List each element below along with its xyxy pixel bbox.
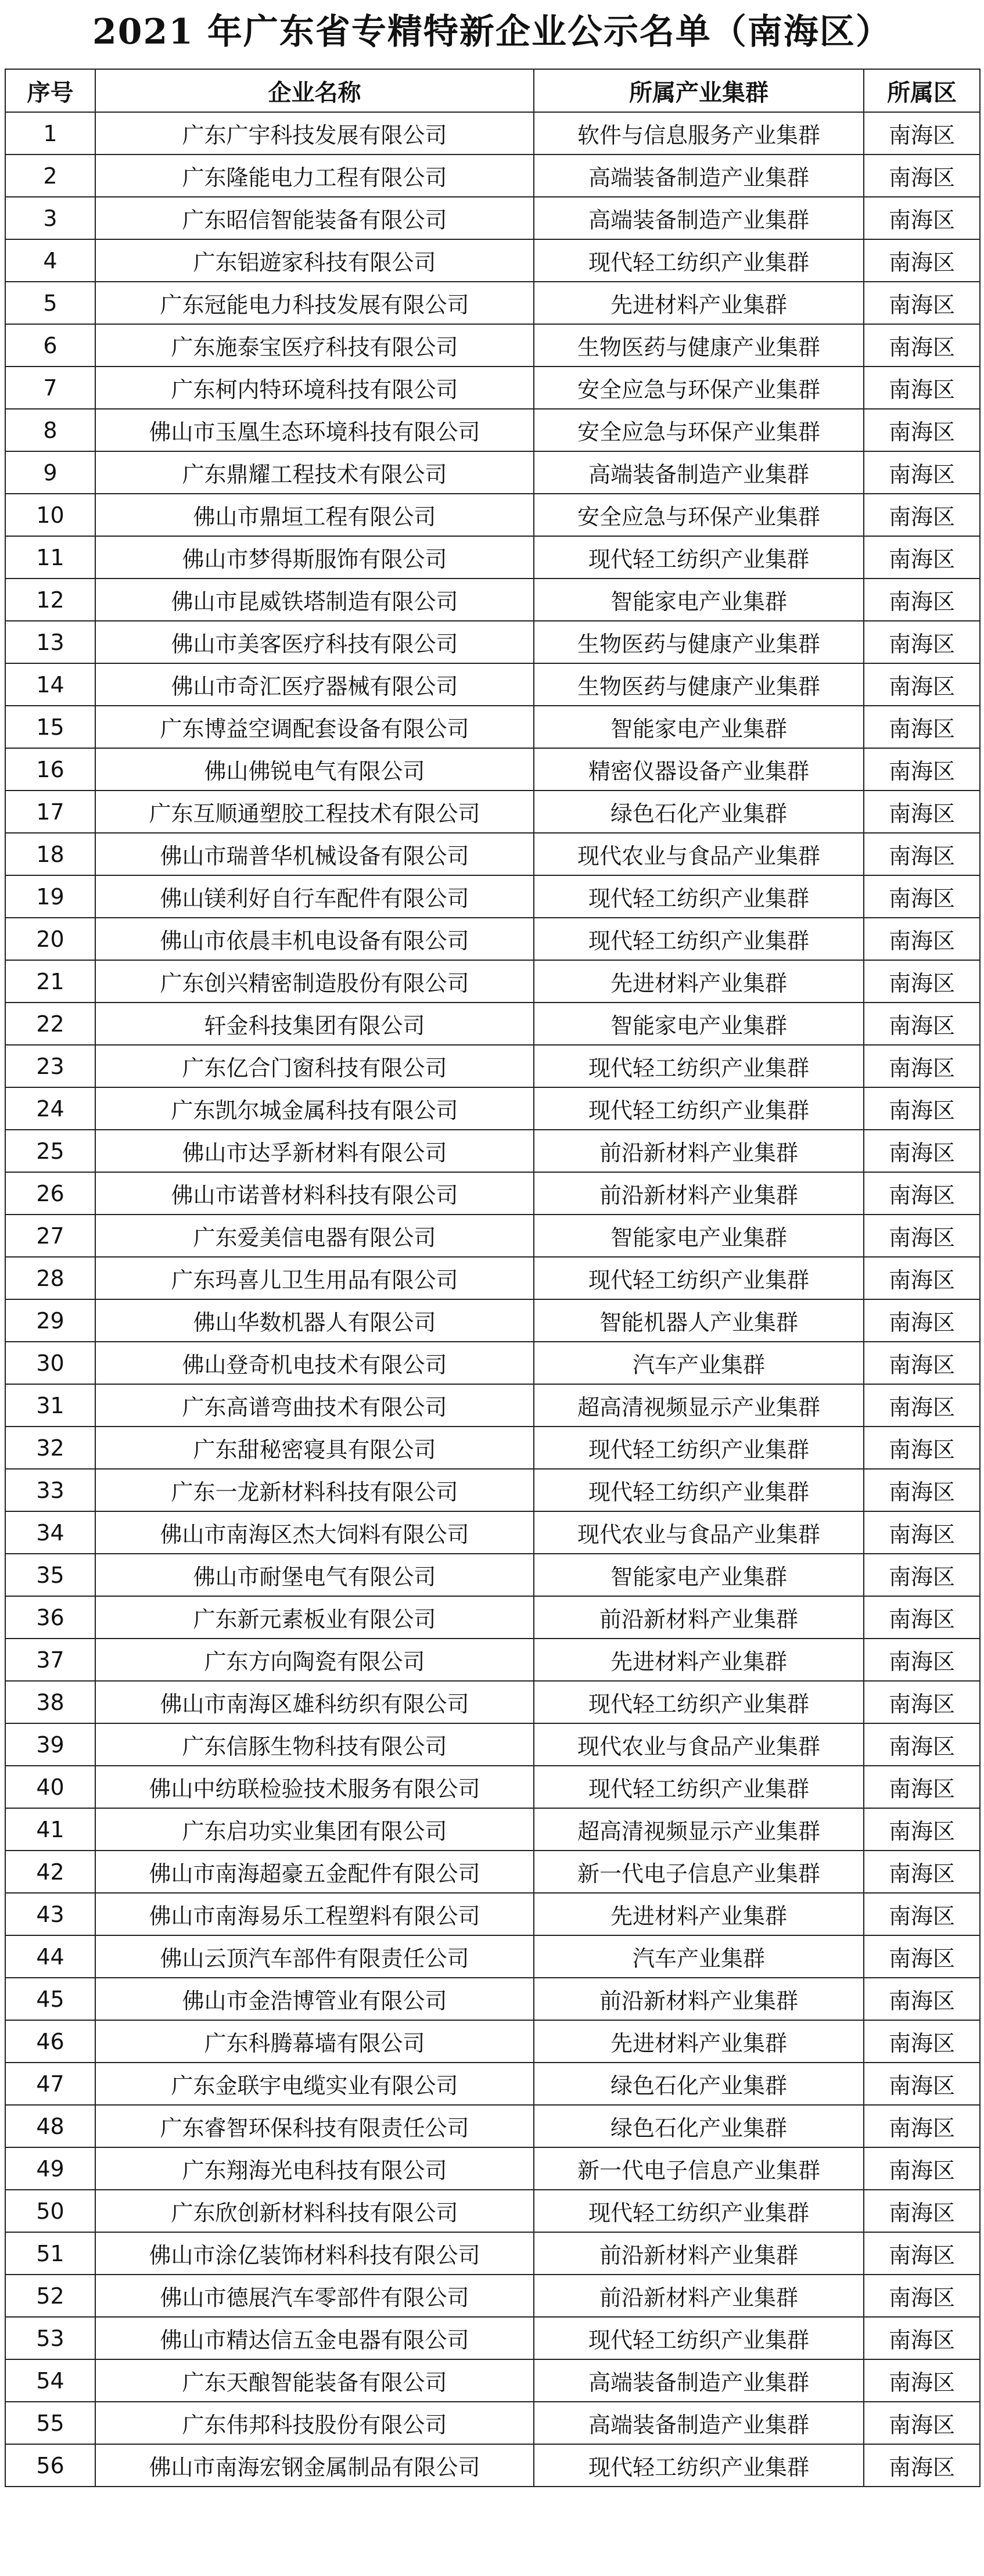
cell-company-name: 广东翔海光电科技有限公司 [95,2147,534,2190]
cell-industry-cluster: 现代轻工纺织产业集群 [534,1045,864,1087]
cell-industry-cluster: 智能家电产业集群 [534,1554,864,1596]
cell-serial-number: 42 [5,1851,95,1893]
cell-company-name: 佛山市美客医疗科技有限公司 [95,621,534,663]
cell-industry-cluster: 生物医药与健康产业集群 [534,621,864,663]
cell-district: 南海区 [864,324,980,367]
table-row [5,748,980,791]
cell-industry-cluster: 现代轻工纺织产业集群 [534,1257,864,1299]
table-header-row [5,69,980,112]
table-row [5,451,980,494]
cell-serial-number: 31 [5,1384,95,1427]
table-row [5,2402,980,2444]
cell-industry-cluster: 新一代电子信息产业集群 [534,1851,864,1893]
table-row [5,1554,980,1596]
document-title: 2021 年广东省专精特新企业公示名单（南海区） [92,12,892,52]
table-row [5,1172,980,1215]
cell-serial-number: 21 [5,960,95,1003]
cell-district: 南海区 [864,2444,980,2487]
cell-district: 南海区 [864,1681,980,1723]
table-row [5,2063,980,2105]
table-row [5,2190,980,2232]
cell-serial-number: 38 [5,1681,95,1723]
table-body [5,112,980,2487]
cell-serial-number: 19 [5,875,95,918]
table-row [5,621,980,663]
table-row [5,1808,980,1851]
cell-industry-cluster: 高端装备制造产业集群 [534,155,864,197]
cell-company-name: 佛山市依晨丰机电设备有限公司 [95,918,534,960]
cell-district: 南海区 [864,1639,980,1681]
cell-serial-number: 34 [5,1511,95,1554]
table-row [5,2317,980,2359]
cell-district: 南海区 [864,791,980,833]
table-row [5,494,980,536]
cell-district: 南海区 [864,663,980,706]
cell-company-name: 广东隆能电力工程有限公司 [95,155,534,197]
cell-industry-cluster: 现代轻工纺织产业集群 [534,875,864,918]
cell-industry-cluster: 先进材料产业集群 [534,960,864,1003]
cell-company-name: 佛山佛锐电气有限公司 [95,748,534,791]
cell-serial-number: 29 [5,1299,95,1342]
cell-serial-number: 14 [5,663,95,706]
cell-company-name: 佛山云顶汽车部件有限责任公司 [95,1935,534,1978]
table-row [5,1045,980,1087]
cell-industry-cluster: 前沿新材料产业集群 [534,1596,864,1639]
cell-industry-cluster: 生物医药与健康产业集群 [534,324,864,367]
cell-serial-number: 6 [5,324,95,367]
cell-serial-number: 5 [5,282,95,324]
table-row [5,282,980,324]
cell-company-name: 佛山市鼎垣工程有限公司 [95,494,534,536]
cell-industry-cluster: 安全应急与环保产业集群 [534,367,864,409]
table-row [5,536,980,579]
cell-serial-number: 18 [5,833,95,875]
cell-company-name: 广东欣创新材料科技有限公司 [95,2190,534,2232]
table-row [5,1723,980,1766]
table-row [5,1469,980,1511]
cell-district: 南海区 [864,579,980,621]
cell-district: 南海区 [864,1299,980,1342]
cell-serial-number: 25 [5,1130,95,1172]
cell-company-name: 佛山市南海易乐工程塑料有限公司 [95,1893,534,1935]
table-row [5,1427,980,1469]
cell-industry-cluster: 高端装备制造产业集群 [534,451,864,494]
table-row [5,663,980,706]
table-row [5,1766,980,1808]
cell-industry-cluster: 精密仪器设备产业集群 [534,748,864,791]
cell-district: 南海区 [864,1172,980,1215]
cell-industry-cluster: 现代轻工纺织产业集群 [534,1427,864,1469]
cell-company-name: 佛山中纺联检验技术服务有限公司 [95,1766,534,1808]
cell-serial-number: 22 [5,1003,95,1045]
table-row [5,833,980,875]
table-row [5,1511,980,1554]
table-row [5,1257,980,1299]
cell-serial-number: 26 [5,1172,95,1215]
cell-company-name: 佛山市瑞普华机械设备有限公司 [95,833,534,875]
cell-serial-number: 32 [5,1427,95,1469]
cell-industry-cluster: 现代轻工纺织产业集群 [534,2444,864,2487]
table-row [5,367,980,409]
table-row [5,197,980,239]
cell-district: 南海区 [864,239,980,282]
cell-industry-cluster: 现代农业与食品产业集群 [534,833,864,875]
cell-industry-cluster: 绿色石化产业集群 [534,2063,864,2105]
cell-district: 南海区 [864,1596,980,1639]
cell-company-name: 广东铝遊家科技有限公司 [95,239,534,282]
cell-company-name: 佛山市南海区雄科纺织有限公司 [95,1681,534,1723]
cell-district: 南海区 [864,367,980,409]
cell-serial-number: 44 [5,1935,95,1978]
cell-company-name: 佛山市德展汽车零部件有限公司 [95,2275,534,2317]
cell-district: 南海区 [864,494,980,536]
cell-district: 南海区 [864,1384,980,1427]
cell-district: 南海区 [864,2402,980,2444]
cell-company-name: 佛山市达孚新材料有限公司 [95,1130,534,1172]
cell-company-name: 轩金科技集团有限公司 [95,1003,534,1045]
cell-company-name: 广东一龙新材料科技有限公司 [95,1469,534,1511]
cell-industry-cluster: 现代轻工纺织产业集群 [534,2317,864,2359]
cell-serial-number: 48 [5,2105,95,2147]
cell-district: 南海区 [864,2020,980,2063]
cell-company-name: 佛山市南海宏钢金属制品有限公司 [95,2444,534,2487]
cell-industry-cluster: 现代轻工纺织产业集群 [534,2190,864,2232]
header-industry-cluster: 所属产业集群 [534,69,864,112]
cell-company-name: 佛山市诺普材料科技有限公司 [95,1172,534,1215]
cell-industry-cluster: 智能机器人产业集群 [534,1299,864,1342]
cell-company-name: 广东高谱弯曲技术有限公司 [95,1384,534,1427]
cell-company-name: 广东施泰宝医疗科技有限公司 [95,324,534,367]
table-row [5,706,980,748]
cell-serial-number: 52 [5,2275,95,2317]
cell-district: 南海区 [864,2063,980,2105]
cell-company-name: 广东博益空调配套设备有限公司 [95,706,534,748]
table-row [5,1003,980,1045]
cell-industry-cluster: 现代轻工纺织产业集群 [534,1087,864,1130]
cell-serial-number: 1 [5,112,95,155]
cell-industry-cluster: 智能家电产业集群 [534,706,864,748]
cell-company-name: 广东凯尔城金属科技有限公司 [95,1087,534,1130]
cell-company-name: 佛山市梦得斯服饰有限公司 [95,536,534,579]
cell-company-name: 广东爱美信电器有限公司 [95,1215,534,1257]
cell-company-name: 广东亿合门窗科技有限公司 [95,1045,534,1087]
cell-district: 南海区 [864,918,980,960]
table-row [5,2147,980,2190]
cell-industry-cluster: 智能家电产业集群 [534,1003,864,1045]
table-row [5,2359,980,2402]
cell-district: 南海区 [864,1511,980,1554]
cell-district: 南海区 [864,1130,980,1172]
cell-company-name: 佛山市精达信五金电器有限公司 [95,2317,534,2359]
cell-company-name: 广东伟邦科技股份有限公司 [95,2402,534,2444]
table-row [5,2105,980,2147]
table-row [5,1681,980,1723]
cell-industry-cluster: 绿色石化产业集群 [534,2105,864,2147]
table-row [5,1130,980,1172]
cell-industry-cluster: 前沿新材料产业集群 [534,1978,864,2020]
cell-serial-number: 55 [5,2402,95,2444]
cell-district: 南海区 [864,1808,980,1851]
cell-company-name: 广东方向陶瓷有限公司 [95,1639,534,1681]
cell-industry-cluster: 现代轻工纺织产业集群 [534,918,864,960]
cell-company-name: 佛山市南海区杰大饲料有限公司 [95,1511,534,1554]
cell-district: 南海区 [864,1469,980,1511]
table-row [5,112,980,155]
header-district: 所属区 [864,69,980,112]
cell-serial-number: 24 [5,1087,95,1130]
cell-industry-cluster: 绿色石化产业集群 [534,791,864,833]
cell-serial-number: 43 [5,1893,95,1935]
cell-district: 南海区 [864,1893,980,1935]
cell-company-name: 佛山市奇汇医疗器械有限公司 [95,663,534,706]
cell-industry-cluster: 高端装备制造产业集群 [534,2359,864,2402]
cell-district: 南海区 [864,1087,980,1130]
table-row [5,324,980,367]
cell-company-name: 佛山市耐堡电气有限公司 [95,1554,534,1596]
cell-industry-cluster: 前沿新材料产业集群 [534,2232,864,2275]
table-row [5,1384,980,1427]
cell-company-name: 广东新元素板业有限公司 [95,1596,534,1639]
table-row [5,2020,980,2063]
table-row [5,918,980,960]
cell-district: 南海区 [864,1045,980,1087]
cell-serial-number: 53 [5,2317,95,2359]
cell-company-name: 广东睿智环保科技有限责任公司 [95,2105,534,2147]
cell-district: 南海区 [864,875,980,918]
table-row [5,1215,980,1257]
cell-company-name: 广东昭信智能装备有限公司 [95,197,534,239]
table-row [5,409,980,451]
cell-industry-cluster: 先进材料产业集群 [534,1639,864,1681]
cell-industry-cluster: 汽车产业集群 [534,1935,864,1978]
cell-company-name: 佛山市昆威铁塔制造有限公司 [95,579,534,621]
table-row [5,1087,980,1130]
cell-district: 南海区 [864,748,980,791]
cell-serial-number: 39 [5,1723,95,1766]
cell-district: 南海区 [864,197,980,239]
cell-company-name: 广东鼎耀工程技术有限公司 [95,451,534,494]
cell-serial-number: 37 [5,1639,95,1681]
cell-industry-cluster: 先进材料产业集群 [534,2020,864,2063]
cell-company-name: 广东信豚生物科技有限公司 [95,1723,534,1766]
cell-serial-number: 12 [5,579,95,621]
table-row [5,579,980,621]
cell-company-name: 广东广宇科技发展有限公司 [95,112,534,155]
cell-district: 南海区 [864,706,980,748]
cell-district: 南海区 [864,409,980,451]
cell-industry-cluster: 超高清视频显示产业集群 [534,1808,864,1851]
cell-serial-number: 17 [5,791,95,833]
cell-serial-number: 36 [5,1596,95,1639]
cell-serial-number: 33 [5,1469,95,1511]
cell-serial-number: 20 [5,918,95,960]
cell-company-name: 佛山登奇机电技术有限公司 [95,1342,534,1384]
cell-serial-number: 30 [5,1342,95,1384]
cell-industry-cluster: 现代农业与食品产业集群 [534,1511,864,1554]
cell-serial-number: 45 [5,1978,95,2020]
cell-industry-cluster: 汽车产业集群 [534,1342,864,1384]
cell-industry-cluster: 安全应急与环保产业集群 [534,494,864,536]
cell-company-name: 佛山市玉凰生态环境科技有限公司 [95,409,534,451]
cell-company-name: 广东互顺通塑胶工程技术有限公司 [95,791,534,833]
cell-serial-number: 4 [5,239,95,282]
cell-industry-cluster: 现代轻工纺织产业集群 [534,1469,864,1511]
cell-industry-cluster: 智能家电产业集群 [534,579,864,621]
table-row [5,2232,980,2275]
cell-serial-number: 28 [5,1257,95,1299]
cell-district: 南海区 [864,536,980,579]
cell-district: 南海区 [864,2317,980,2359]
cell-serial-number: 13 [5,621,95,663]
table-row [5,1596,980,1639]
cell-company-name: 佛山镁利好自行车配件有限公司 [95,875,534,918]
cell-industry-cluster: 智能家电产业集群 [534,1215,864,1257]
cell-company-name: 广东天酿智能装备有限公司 [95,2359,534,2402]
cell-industry-cluster: 现代轻工纺织产业集群 [534,1681,864,1723]
cell-serial-number: 50 [5,2190,95,2232]
header-company-name: 企业名称 [95,69,534,112]
table-row [5,155,980,197]
cell-district: 南海区 [864,1342,980,1384]
cell-industry-cluster: 先进材料产业集群 [534,1893,864,1935]
cell-district: 南海区 [864,1978,980,2020]
table-row [5,1342,980,1384]
table-row [5,1851,980,1893]
cell-industry-cluster: 高端装备制造产业集群 [534,2402,864,2444]
cell-district: 南海区 [864,1003,980,1045]
cell-district: 南海区 [864,1215,980,1257]
cell-district: 南海区 [864,2190,980,2232]
cell-district: 南海区 [864,1427,980,1469]
cell-industry-cluster: 前沿新材料产业集群 [534,2275,864,2317]
cell-serial-number: 3 [5,197,95,239]
table-row [5,1299,980,1342]
cell-company-name: 广东甜秘密寝具有限公司 [95,1427,534,1469]
cell-serial-number: 41 [5,1808,95,1851]
cell-company-name: 广东金联宇电缆实业有限公司 [95,2063,534,2105]
cell-company-name: 广东创兴精密制造股份有限公司 [95,960,534,1003]
table-row [5,1893,980,1935]
cell-district: 南海区 [864,2359,980,2402]
cell-district: 南海区 [864,2147,980,2190]
cell-industry-cluster: 现代轻工纺织产业集群 [534,1766,864,1808]
cell-company-name: 广东玛喜儿卫生用品有限公司 [95,1257,534,1299]
cell-serial-number: 16 [5,748,95,791]
cell-serial-number: 2 [5,155,95,197]
cell-company-name: 广东柯内特环境科技有限公司 [95,367,534,409]
cell-district: 南海区 [864,1935,980,1978]
cell-industry-cluster: 软件与信息服务产业集群 [534,112,864,155]
cell-company-name: 广东科腾幕墙有限公司 [95,2020,534,2063]
cell-serial-number: 9 [5,451,95,494]
table-row [5,791,980,833]
cell-district: 南海区 [864,155,980,197]
cell-district: 南海区 [864,451,980,494]
table-row [5,239,980,282]
cell-serial-number: 7 [5,367,95,409]
cell-serial-number: 11 [5,536,95,579]
table-row [5,1978,980,2020]
cell-district: 南海区 [864,621,980,663]
cell-serial-number: 56 [5,2444,95,2487]
cell-serial-number: 40 [5,1766,95,1808]
cell-industry-cluster: 先进材料产业集群 [534,282,864,324]
cell-company-name: 佛山市南海超豪五金配件有限公司 [95,1851,534,1893]
cell-industry-cluster: 现代轻工纺织产业集群 [534,239,864,282]
table-row [5,2275,980,2317]
cell-district: 南海区 [864,1723,980,1766]
table-row [5,875,980,918]
table-row [5,1935,980,1978]
cell-district: 南海区 [864,960,980,1003]
header-serial-number: 序号 [5,69,95,112]
cell-industry-cluster: 超高清视频显示产业集群 [534,1384,864,1427]
cell-serial-number: 27 [5,1215,95,1257]
cell-industry-cluster: 安全应急与环保产业集群 [534,409,864,451]
cell-company-name: 广东冠能电力科技发展有限公司 [95,282,534,324]
cell-serial-number: 47 [5,2063,95,2105]
cell-serial-number: 23 [5,1045,95,1087]
cell-serial-number: 49 [5,2147,95,2190]
cell-industry-cluster: 生物医药与健康产业集群 [534,663,864,706]
cell-industry-cluster: 新一代电子信息产业集群 [534,2147,864,2190]
table-row [5,2444,980,2487]
table-row [5,960,980,1003]
cell-industry-cluster: 前沿新材料产业集群 [534,1130,864,1172]
cell-district: 南海区 [864,112,980,155]
cell-industry-cluster: 前沿新材料产业集群 [534,1172,864,1215]
cell-serial-number: 35 [5,1554,95,1596]
cell-serial-number: 10 [5,494,95,536]
cell-district: 南海区 [864,2275,980,2317]
cell-district: 南海区 [864,1554,980,1596]
cell-district: 南海区 [864,2232,980,2275]
company-list-table [5,69,981,2487]
cell-industry-cluster: 现代轻工纺织产业集群 [534,536,864,579]
cell-district: 南海区 [864,1257,980,1299]
cell-serial-number: 8 [5,409,95,451]
table-row [5,1639,980,1681]
cell-district: 南海区 [864,2105,980,2147]
cell-industry-cluster: 现代农业与食品产业集群 [534,1723,864,1766]
cell-serial-number: 46 [5,2020,95,2063]
cell-serial-number: 15 [5,706,95,748]
cell-district: 南海区 [864,282,980,324]
cell-company-name: 佛山市涂亿装饰材料科技有限公司 [95,2232,534,2275]
cell-company-name: 佛山华数机器人有限公司 [95,1299,534,1342]
cell-district: 南海区 [864,833,980,875]
cell-serial-number: 54 [5,2359,95,2402]
cell-serial-number: 51 [5,2232,95,2275]
cell-company-name: 佛山市金浩博管业有限公司 [95,1978,534,2020]
cell-district: 南海区 [864,1766,980,1808]
cell-company-name: 广东启功实业集团有限公司 [95,1808,534,1851]
cell-industry-cluster: 高端装备制造产业集群 [534,197,864,239]
cell-district: 南海区 [864,1851,980,1893]
